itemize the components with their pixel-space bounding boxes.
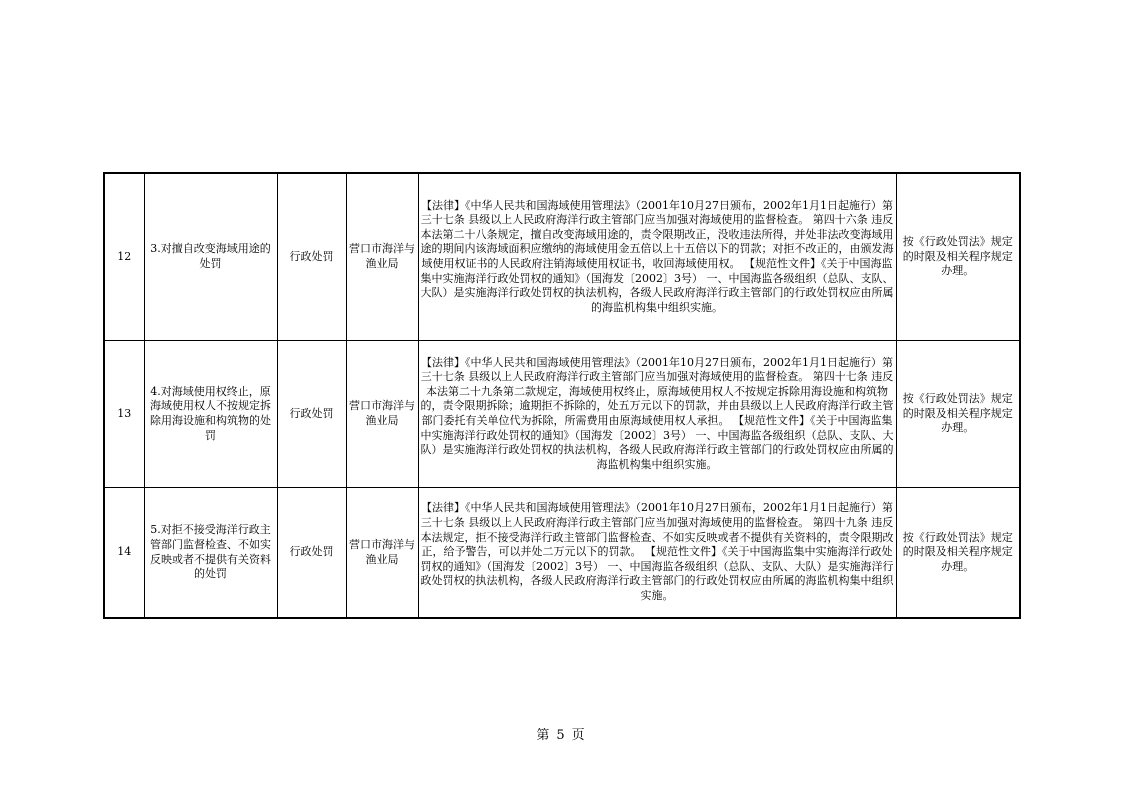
- implementing-agency: 营口市海洋与渔业局: [346, 488, 418, 619]
- power-category: 行政处罚: [277, 341, 346, 488]
- penalty-item: 3.对擅自改变海域用途的处罚: [144, 173, 277, 341]
- penalty-item: 5.对拒不接受海洋行政主管部门监督检查、不如实反映或者不提供有关资料的处罚: [144, 488, 277, 619]
- procedure: 按《行政处罚法》规定的时限及相关程序规定办理。: [896, 488, 1020, 619]
- row-number: 12: [104, 173, 144, 341]
- table-row: [104, 488, 1020, 619]
- power-category: 行政处罚: [277, 488, 346, 619]
- page-suffix: 页: [571, 728, 586, 743]
- page-number: [0, 724, 1122, 743]
- power-category: 行政处罚: [277, 173, 346, 341]
- procedure: 按《行政处罚法》规定的时限及相关程序规定办理。: [896, 341, 1020, 488]
- page-prefix: 第: [536, 728, 551, 743]
- page-value: 5: [556, 728, 566, 743]
- implementing-agency: 营口市海洋与渔业局: [346, 173, 418, 341]
- table-row: [104, 173, 1020, 341]
- implementing-agency: 营口市海洋与渔业局: [346, 341, 418, 488]
- legal-basis: 【法律】《中华人民共和国海域使用管理法》（2001年10月27日颁布，2002年1月1日起施行）第三十七条 县级以上人民政府海洋行政主管部门应当加强对海域使用的监督检查。 第四十九条 违反本法规定，拒不接受海洋行政主管部门监督检查、不如实反映或者不提供有关资料的，责令限期改正，给予警告，可以并处二万元以下的罚款。 【规范性文件】《关于中国海监集中实施海洋行政处罚权的通知》（国海发〔2002〕3号） 一、中国海监各级组织（总队、支队、大队）是实施海洋行政处罚权的执法机构，各级人民政府海洋行政主管部门的行政处罚权应由所属的海监机构集中组织实施。: [418, 488, 896, 619]
- row-number: 14: [104, 488, 144, 619]
- legal-basis: 【法律】《中华人民共和国海域使用管理法》（2001年10月27日颁布，2002年1月1日起施行）第三十七条 县级以上人民政府海洋行政主管部门应当加强对海域使用的监督检查。 第四十六条 违反本法第二十八条规定，擅自改变海域用途的，责令限期改正，没收违法所得，并处非法改变海域用途的期间内该海域面积应缴纳的海域使用金五倍以上十五倍以下的罚款；对拒不改正的，由颁发海域使用权证书的人民政府注销海域使用权证书，收回海域使用权。 【规范性文件】《关于中国海监集中实施海洋行政处罚权的通知》（国海发〔2002〕3号） 一、中国海监各级组织（总队、支队、大队）是实施海洋行政处罚权的执法机构，各级人民政府海洋行政主管部门的行政处罚权应由所属的海监机构集中组织实施。: [418, 173, 896, 341]
- penalty-item: 4.对海域使用权终止，原海域使用权人不按规定拆除用海设施和构筑物的处罚: [144, 341, 277, 488]
- table-row: [104, 341, 1020, 488]
- penalty-table: [103, 172, 1021, 619]
- legal-basis: 【法律】《中华人民共和国海域使用管理法》（2001年10月27日颁布，2002年1月1日起施行）第三十七条 县级以上人民政府海洋行政主管部门应当加强对海域使用的监督检查。 第四十七条 违反本法第二十九条第二款规定，海域使用权终止，原海域使用权人不按规定拆除用海设施和构筑物的，责令限期拆除；逾期拒不拆除的，处五万元以下的罚款，并由县级以上人民政府海洋行政主管部门委托有关单位代为拆除，所需费用由原海域使用权人承担。 【规范性文件】《关于中国海监集中实施海洋行政处罚权的通知》（国海发〔2002〕3号） 一、中国海监各级组织（总队、支队、大队）是实施海洋行政处罚权的执法机构，各级人民政府海洋行政主管部门的行政处罚权应由所属的海监机构集中组织实施。: [418, 341, 896, 488]
- row-number: 13: [104, 341, 144, 488]
- procedure: 按《行政处罚法》规定的时限及相关程序规定办理。: [896, 173, 1020, 341]
